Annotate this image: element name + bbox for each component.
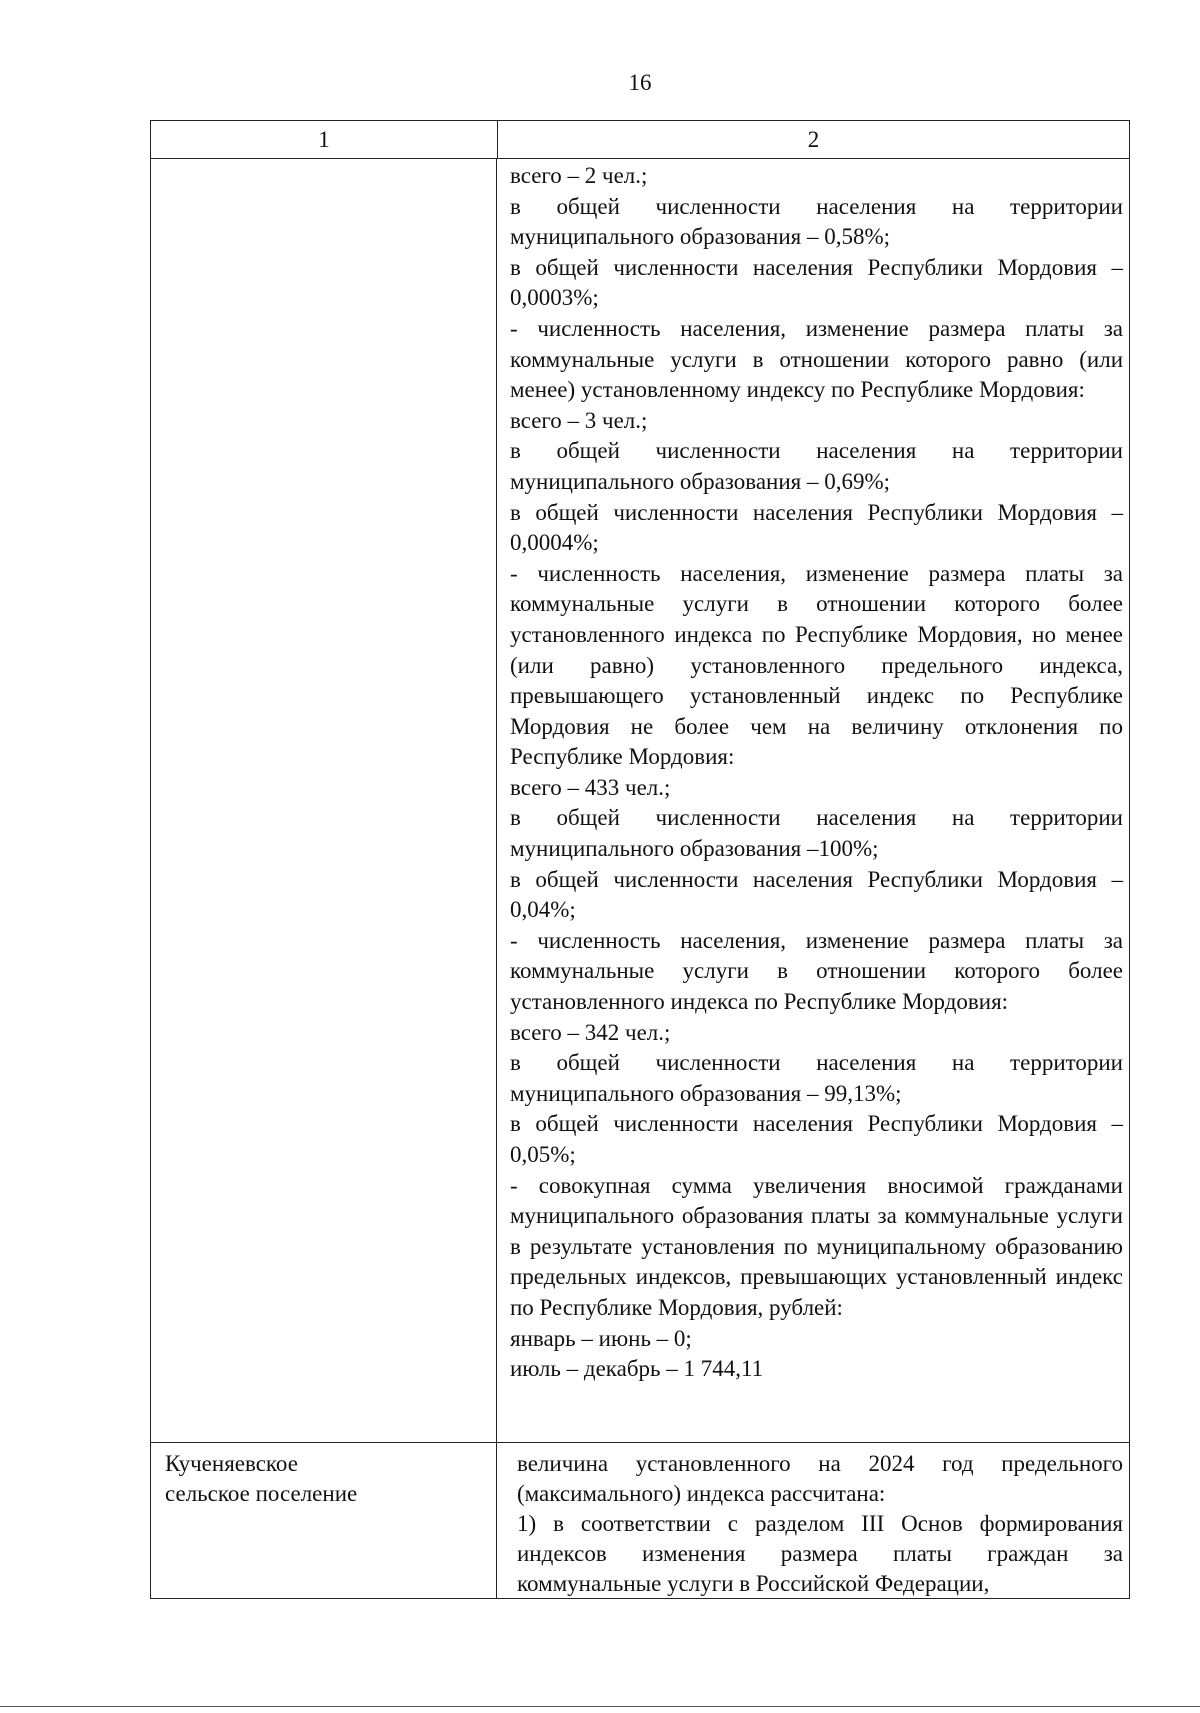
cell-line: в общей численности населения Республики Мордовия – 0,0003%; (510, 254, 1123, 311)
cell-line: всего – 433 чел.; (510, 774, 671, 800)
header-col-2: 2 (807, 127, 820, 152)
row-2-col-2 (497, 1443, 1129, 1598)
cell-line: в общей численности населения на территории муниципального образования –100%; (510, 805, 1123, 862)
cell-line: июль – декабрь – 1 744,11 (510, 1356, 764, 1382)
cell-line: в общей численности населения на территории муниципального образования – 0,69%; (510, 438, 1123, 494)
header-col-1: 1 (151, 121, 498, 158)
cell-line: 1) в соответствии с разделом III Основ формирования индексов изменения размера платы граждан за коммунальные услуги в Российской Федерации, (517, 1511, 1123, 1596)
cell-line: - численность населения, изменение размера платы за коммунальные услуги в отношении которого более установленного индекса по Республике Мордовия, но менее (или равно) установленного предельного индекса, превышающего установленный индекс по Республике Мордовия не более чем на величину отклонения по Республике Мордовия: (510, 560, 1123, 770)
table-row (151, 1443, 1129, 1599)
cell-line: всего – 342 чел.; (510, 1019, 671, 1045)
scan-edge-line (0, 1706, 1200, 1707)
cell-line: в общей численности населения Республики Мордовия – 0,0004%; (510, 499, 1123, 556)
row-1-col-1 (151, 159, 497, 1442)
cell-line: - численность населения, изменение размера платы за коммунальные услуги в отношении которого равно (или менее) установленному индексу по Республике Мордовия: (510, 315, 1123, 403)
row-2-col-1 (151, 1443, 497, 1598)
cell-line: всего – 2 чел.; (510, 163, 648, 188)
cell-line: - численность населения, изменение размера платы за коммунальные услуги в отношении которого более установленного индекса по Республике Мордовия: (510, 927, 1123, 1015)
cell-line: январь – июнь – 0; (510, 1325, 692, 1351)
row-1-col-2 (497, 159, 1129, 1442)
settlement-name: Кученяевское (165, 1451, 298, 1476)
data-table (150, 120, 1130, 1599)
cell-line: в общей численности населения Республики Мордовия – 0,05%; (510, 1111, 1123, 1167)
cell-line: всего – 3 чел.; (510, 407, 648, 433)
table-row (151, 159, 1129, 1443)
table-header-row (151, 121, 1129, 159)
settlement-type: сельское поселение (165, 1481, 358, 1506)
cell-line: - совокупная сумма увеличения вносимой гражданами муниципального образования платы за коммунальные услуги в результате установления по муниципальному образованию предельных индексов, превышающих установленный индекс по Республике Мордовия, рублей: (510, 1172, 1123, 1320)
cell-line: в общей численности населения на территории муниципального образования – 0,58%; (510, 193, 1123, 250)
cell-line: в общей численности населения на территории муниципального образования – 99,13%; (510, 1050, 1123, 1106)
page-number: 16 (628, 70, 652, 95)
cell-line: величина установленного на 2024 год предельного (максимального) индекса рассчитана: (517, 1451, 1123, 1506)
cell-line: в общей численности населения Республики Мордовия – 0,04%; (510, 866, 1123, 923)
